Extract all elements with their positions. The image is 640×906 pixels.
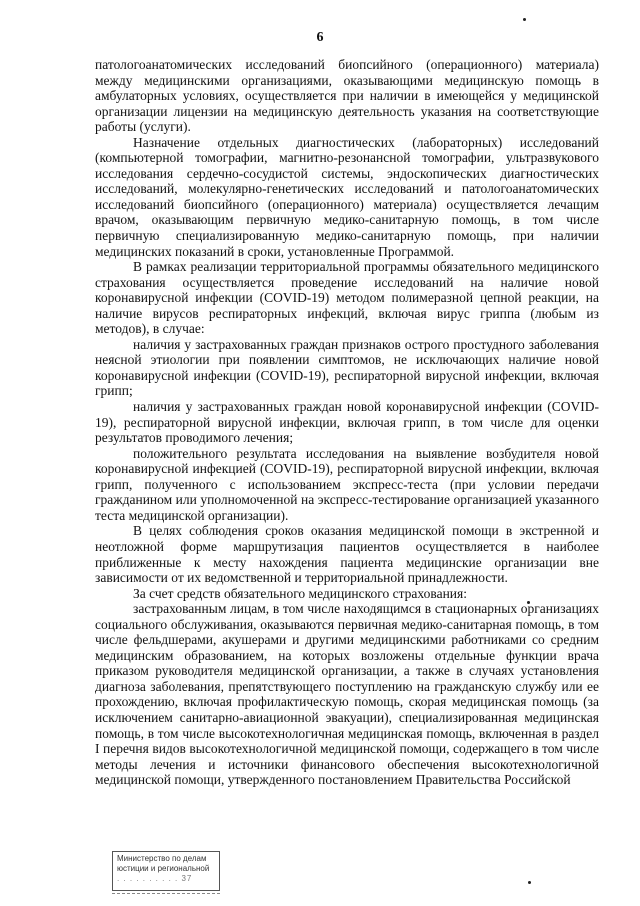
registration-stamp: [112, 851, 220, 891]
paragraph: В целях соблюдения сроков оказания медицинской помощи в экстренной и неотложной форме маршрутизация пациентов осуществляется в наиболее приближенные к месту нахождения пациента медицинские организации вне зависимости от их ведомственной и территориальной принадлежности.: [95, 523, 599, 586]
scan-speck: [523, 18, 526, 21]
stamp-underline: [112, 893, 220, 894]
paragraph: застрахованным лицам, в том числе находящимся в стационарных организациях социального обслуживания, оказываются первичная медико-санитарная помощь, в том числе фельдшерами, акушерами и другими медицинскими работниками со средним медицинским образованием, на которых возложены отдельные функции врача приказом руководителя медицинской организации, а также в случаях установления диагноза заболевания, препятствующего поступлению на гражданскую службу или ее прохождению, включая профилактическую помощь, скорая медицинская помощь (за исключением санитарно-авиационной эвакуации), специализированная медицинская помощь, в том числе высокотехнологичная медицинская помощь, включенная в раздел I перечня видов высокотехнологичной медицинской помощи, содержащего в том числе методы лечения и источники финансового обеспечения высокотехнологичной медицинской помощи, утвержденного постановлением Правительства Российской: [95, 601, 599, 788]
stamp-line: Министерство по делам: [117, 854, 207, 863]
paragraph: Назначение отдельных диагностических (лабораторных) исследований (компьютерной томографии, магнитно-резонансной томографии, ультразвукового исследования сердечно-сосудистой системы, эндоскопических диагностических исследований, молекулярно-генетических исследований и патологоанатомических исследований биопсийного (операционного) материала) осуществляется лечащим врачом, оказывающим первичную медико-санитарную помощь, в том числе первичную специализированную медико-санитарную помощь, при наличии медицинских показаний в сроки, установленные Программой.: [95, 134, 599, 259]
paragraph: положительного результата исследования на выявление возбудителя новой коронавирусной инфекцией (COVID-19), респираторной вирусной инфекции, включая грипп, полученного с использованием экспресс-теста (при условии передачи гражданином или уполномоченной на экспресс-тестирование организацией указанного теста медицинской организации).: [95, 445, 599, 523]
document-body: [95, 57, 599, 788]
paragraph: За счет средств обязательного медицинского страхования:: [133, 585, 467, 601]
paragraph: В рамках реализации территориальной программы обязательного медицинского страхования осуществляется проведение исследований на наличие новой коронавирусной инфекции (COVID-19) методом полимеразной цепной реакции, на наличие вирусов респираторных инфекций, включая вирус гриппа (любым из методов), в случае:: [95, 259, 599, 337]
page-number: 6: [316, 30, 324, 45]
paragraph: наличия у застрахованных граждан новой коронавирусной инфекции (COVID-19), респираторной вирусной инфекции, включая грипп, в том числе для оценки результатов проводимого лечения;: [95, 399, 599, 446]
paragraph: наличия у застрахованных граждан признаков острого простудного заболевания неясной этиологии при появлении симптомов, не исключающих наличие новой коронавирусной инфекции (COVID-19), респираторной вирусной инфекции, включая грипп;: [95, 336, 599, 399]
paragraph: патологоанатомических исследований биопсийного (операционного) материала) между медицинскими организациями, оказывающими медицинскую помощь в амбулаторных условиях, осуществляется при наличии в имеющейся у медицинской организации лицензии на медицинскую деятельность указания на соответствующие работы (услуги).: [95, 57, 599, 135]
scan-speck: [528, 881, 531, 884]
stamp-line: юстиции и региональной: [117, 864, 210, 873]
stamp-line: . . . . . . . . . . 37: [117, 874, 193, 883]
